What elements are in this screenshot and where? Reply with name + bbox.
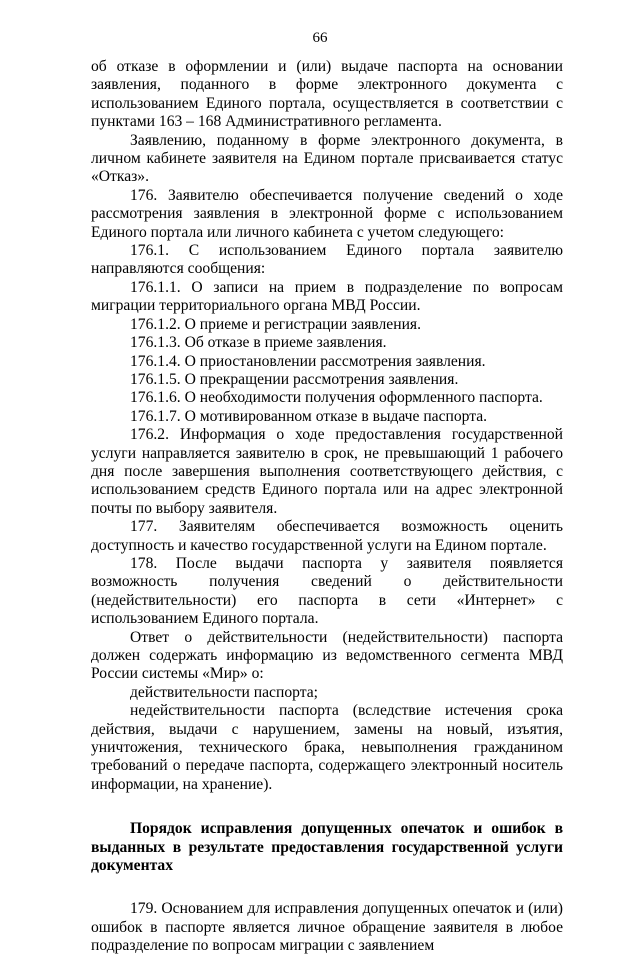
section-heading: Порядок исправления допущенных опечаток и ошибок в выданных в результате предоставления государственной услуги документах: [91, 820, 563, 875]
paragraph-176-1-5: 176.1.5. О прекращении рассмотрения заявления.: [130, 370, 459, 388]
page-number: 66: [312, 30, 328, 46]
paragraph-176-1-3: 176.1.3. Об отказе в приеме заявления.: [130, 334, 387, 352]
paragraph-176-1-7: 176.1.7. О мотивированном отказе в выдаче паспорта.: [130, 407, 488, 425]
document-body: [91, 58, 563, 956]
paragraph-178: 178. После выдачи паспорта у заявителя появляется возможность получения сведений о действительности (недействительности) его паспорта в сети «Интернет» с использованием Единого портала.: [91, 554, 563, 628]
paragraph-validity-item: действительности паспорта;: [130, 683, 318, 701]
paragraph-176-1-4: 176.1.4. О приостановлении рассмотрения заявления.: [130, 352, 486, 370]
paragraph-validity-answer: Ответ о действительности (недействительности) паспорта должен содержать информацию из ведомственного сегмента МВД России системы «Мир» о:: [91, 628, 563, 683]
paragraph-status-refusal: Заявлению, поданному в форме электронного документа, в личном кабинете заявителя на Едином портале присваивается статус «Отказ».: [91, 131, 563, 186]
paragraph-176-1-2: 176.1.2. О приеме и регистрации заявления.: [130, 315, 421, 333]
paragraph-176-1: 176.1. С использованием Единого портала заявителю направляются сообщения:: [91, 242, 563, 278]
paragraph-176-1-6: 176.1.6. О необходимости получения оформленного паспорта.: [130, 389, 543, 407]
paragraph-176-1-1: 176.1.1. О записи на прием в подразделение по вопросам миграции территориального органа МВД России.: [91, 278, 563, 315]
paragraph-invalidity-item: недействительности паспорта (вследствие истечения срока действия, выдачи с нарушением, замены на новый, изъятия, уничтожения, технического брака, невыполнения гражданином требований о передаче паспорта, содержащего электронный носитель информации, на хранение).: [91, 702, 563, 793]
paragraph-177: 177. Заявителям обеспечивается возможность оценить доступность и качество государственной услуги на Едином портале.: [91, 518, 563, 554]
paragraph-176: 176. Заявителю обеспечивается получение сведений о ходе рассмотрения заявления в электронной форме с использованием Единого портала или личного кабинета с учетом следующего:: [91, 186, 563, 241]
paragraph-179: 179. Основанием для исправления допущенных опечаток и (или) ошибок в паспорте является личное обращение заявителя в любое подразделение по вопросам миграции с заявлением: [91, 900, 563, 955]
paragraph-176-2: 176.2. Информация о ходе предоставления государственной услуги направляется заявителю в срок, не превышающий 1 рабочего дня после завершения выполнения соответствующего действия, с использованием средств Единого портала или на адрес электронной почты по выбору заявителя.: [91, 426, 563, 517]
paragraph-continuation: об отказе в оформлении и (или) выдаче паспорта на основании заявления, поданного в форме электронного документа с использованием Единого портала, осуществляется в соответствии с пунктами 163 – 168 Административного регламента.: [91, 58, 563, 131]
